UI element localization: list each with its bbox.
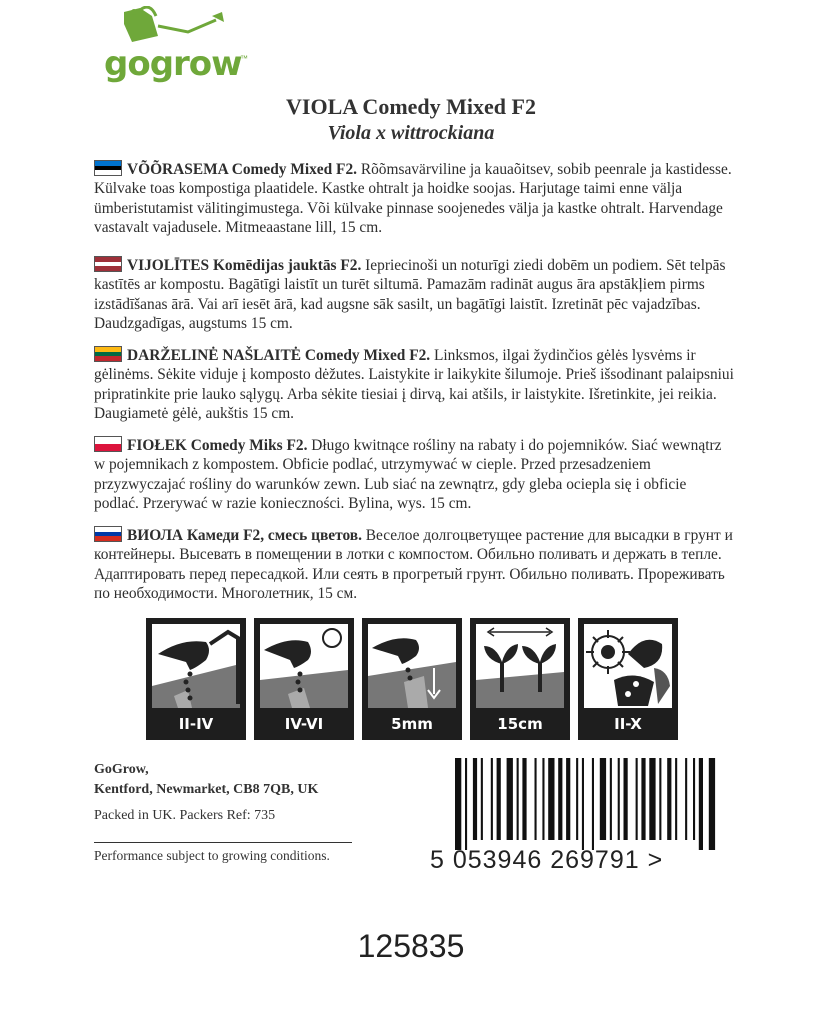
barcode-bar <box>582 758 584 850</box>
barcode-bar <box>558 758 562 840</box>
section-heading: VIJOLĪTES Komēdijas jauktās F2. <box>127 257 362 274</box>
sow-outdoors-label: IV-VI <box>284 715 324 733</box>
plant-spacing-label: 15cm <box>497 715 543 733</box>
product-title: VIOLA Comedy Mixed F2 <box>286 94 536 119</box>
section-estonian <box>94 160 734 237</box>
section-polish <box>94 436 734 513</box>
russia-flag-icon <box>94 526 122 542</box>
barcode-bar <box>491 758 493 840</box>
section-heading: ВИОЛА Камеди F2, смесь цветов. <box>127 527 362 544</box>
barcode-bar <box>455 758 461 850</box>
section-text: Długo kwitnące rośliny na rabaty i do pojemników. Siać wewnątrz w pojemnikach z kompostem. Obficie podlać, utrzymywać w cieple. Przed przesadzeniem przyzwyczajać rośliny do warunków zewn. Lub siać na zewnątrz, gdy gleba ociepla się i obficie podlać. Przerywać w razie konieczności. Bylina, wys. 15 cm. <box>94 437 722 512</box>
sowing-depth-label: 5mm <box>391 715 433 733</box>
barcode-bar <box>699 758 703 850</box>
lithuania-flag-icon <box>94 346 122 362</box>
barcode-bar <box>636 758 638 840</box>
barcode <box>455 758 725 850</box>
barcode-bar <box>522 758 526 840</box>
divider <box>94 842 352 843</box>
barcode-bar <box>481 758 483 840</box>
barcode-bar <box>610 758 612 840</box>
barcode-bar <box>649 758 655 840</box>
barcode-bar <box>497 758 501 840</box>
barcode-bar <box>600 758 606 840</box>
section-lithuanian <box>94 346 734 423</box>
trademark: ™ <box>240 54 248 63</box>
poland-flag-icon <box>94 436 122 452</box>
sow-indoors-label: II-IV <box>178 715 214 733</box>
section-russian <box>94 526 734 603</box>
barcode-bar <box>592 758 594 850</box>
section-heading: DARŽELINĖ NAŠLAITĖ Comedy Mixed F2. <box>127 347 431 364</box>
barcode-bar <box>517 758 519 840</box>
barcode-bar <box>675 758 677 840</box>
barcode-bar <box>542 758 544 840</box>
gogrow-logo <box>104 6 254 86</box>
barcode-bar <box>473 758 477 840</box>
section-text: Веселое долгоцветущее растение для высадки в грунт и контейнеры. Высевать в помещении в лотки с компостом. Обильно поливать и держать в тепле. Адаптировать перед пересадкой. Или сеять в прогретый грунт. Обильно поливать. Прореживать по необходимости. Многолетник, 15 см. <box>94 527 733 602</box>
sow-indoors-icon <box>146 618 246 740</box>
section-text: Linksmos, ilgai žydinčios gėlės lysvėms ir gėlinėms. Sėkite viduje į komposto dėžutes. Laistykite ir laikykite šilumoje. Prieš išsodinant palaipsniui pripratinkite prie lauko sąlygų. Arba sėkite tiesiai į dirvą, kai atšils, ir laistykite. Išretinkite, jei reikia. Daugiametė gėlė, aukštis 15 cm. <box>94 347 734 422</box>
section-text: Iepriecinoši un noturīgi ziedi dobēm un podiem. Sēt telpās kastītēs ar kompostu. Bagātīgi laistīt un turēt siltumā. Pamazām radināt augus āra apstākļiem pirms izstādīšanas ārā. Vai arī iesēt ārā, kad augsne sāk sasilt, un bagātīgi laistīt. Izretināt pēc vajadzības. Daudzgadīgas, augstums 15 cm. <box>94 257 726 332</box>
barcode-bar <box>624 758 628 840</box>
section-heading: VÕÕRASEMA Comedy Mixed F2. <box>127 161 357 178</box>
barcode-digits: 5 053946 269791 > <box>430 846 664 874</box>
barcode-bar <box>709 758 715 850</box>
flowering-label: II-X <box>614 715 642 733</box>
barcode-bar <box>693 758 695 840</box>
brand-name: gogrow <box>104 44 242 84</box>
section-latvian <box>94 256 734 333</box>
barcode-bar <box>667 758 671 840</box>
sow-outdoors-icon <box>254 618 354 740</box>
disclaimer: Performance subject to growing conditions. <box>94 848 330 863</box>
product-code: 125835 <box>357 928 465 964</box>
barcode-bar <box>641 758 645 840</box>
barcode-bar <box>685 758 687 840</box>
barcode-bar <box>465 758 467 850</box>
section-text: Rõõmsavärviline ja kauaõitsev, sobib peenrale ja kastidesse. Külvake toas kompostiga plaatidele. Kastke ohtralt ja hoidke soojas. Harjutage taimi enne välja ümberistutamist välitingimustega. Või külvake pinnase soojenedes välja ja kastke ohtralt. Harvendage vastavalt vajadusele. Mitmeaastane lill, 15 cm. <box>94 161 732 236</box>
company-address: Kentford, Newmarket, CB8 7QB, UK <box>94 782 319 797</box>
section-heading: FIOŁEK Comedy Miks F2. <box>127 437 308 454</box>
barcode-bar <box>659 758 661 840</box>
barcode-bar <box>618 758 620 840</box>
estonia-flag-icon <box>94 160 122 176</box>
barcode-bar <box>548 758 554 840</box>
latvia-flag-icon <box>94 256 122 272</box>
barcode-bar <box>566 758 570 840</box>
sowing-depth-icon <box>362 618 462 740</box>
flowering-icon <box>578 618 678 740</box>
plant-spacing-icon <box>470 618 570 740</box>
barcode-bar <box>576 758 578 840</box>
packed-info: Packed in UK. Packers Ref: 735 <box>94 808 276 823</box>
barcode-bar <box>535 758 537 840</box>
barcode-bar <box>507 758 513 840</box>
product-latin-name: Viola x wittrockiana <box>327 122 495 144</box>
company-name: GoGrow, <box>94 762 149 777</box>
